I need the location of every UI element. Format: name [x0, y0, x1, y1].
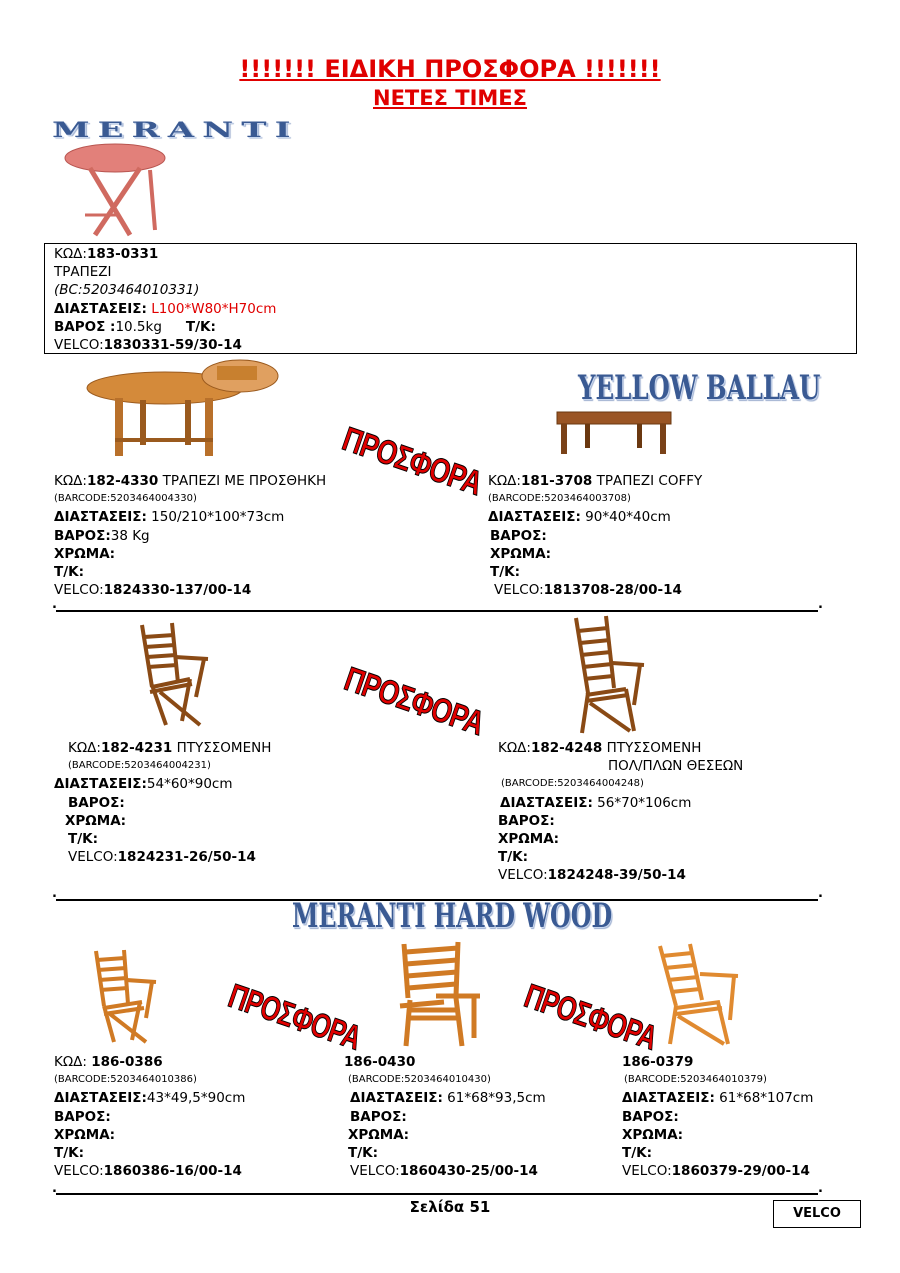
dimensions-value: 90*40*40cm: [580, 509, 671, 526]
dimensions-value: 61*68*93,5cm: [442, 1090, 546, 1107]
velco-code: 1824231-26/50-14: [117, 849, 256, 866]
color-label: ΧΡΩΜΑ:: [490, 545, 552, 562]
code-label: ΚΩΔ:: [54, 473, 87, 489]
weight-label: ΒΑΡΟΣ :: [54, 318, 116, 335]
tk-label: Τ/Κ:: [54, 1145, 84, 1162]
offer-stamp: ΠΡΟΣΦΟΡΑ: [339, 660, 489, 743]
multi-position-chair-image: [568, 613, 650, 738]
dimensions-label: ΔΙΑΣΤΑΣΕΙΣ:: [350, 1090, 443, 1107]
dimensions-value: 43*49,5*90cm: [146, 1090, 246, 1107]
product-1824248-details: [498, 739, 743, 885]
velco-label: VELCO:: [54, 337, 104, 354]
weight-value: 38 Kg: [110, 527, 150, 544]
velco-label: VELCO:: [494, 582, 544, 599]
product-1813708-details: [488, 472, 702, 599]
code-label: ΚΩΔ:: [54, 1054, 92, 1070]
color-label: ΧΡΩΜΑ:: [622, 1126, 684, 1143]
velco-label: VELCO:: [498, 867, 548, 884]
dimensions-label: ΔΙΑΣΤΑΣΕΙΣ:: [488, 509, 581, 526]
separator-dot: .: [818, 886, 823, 901]
weight-value: 10.5kg: [115, 318, 162, 335]
dimensions-label: ΔΙΑΣΤΑΣΕΙΣ:: [54, 509, 147, 526]
tk-label: Τ/Κ:: [498, 849, 528, 866]
code-label: ΚΩΔ:: [54, 246, 87, 262]
code-label: ΚΩΔ:: [68, 740, 101, 756]
product-name-line2: ΠΟΛ/ΠΛΩΝ ΘΕΣΕΩΝ: [608, 758, 744, 775]
yellow-ballau-logo: YELLOW BALLAU: [578, 368, 821, 408]
dimensions-value: 150/210*100*73cm: [146, 509, 285, 526]
velco-code: 1813708-28/00-14: [543, 582, 682, 599]
barcode: (BC:5203464010331): [54, 282, 200, 299]
tk-label: Τ/Κ:: [348, 1145, 378, 1162]
product-code: 182-4330: [86, 473, 159, 489]
coffee-table-image: [555, 408, 673, 456]
round-table-image: [60, 140, 170, 240]
folding-chair-image: [88, 946, 160, 1046]
armchair-image: [396, 938, 484, 1050]
velco-label: VELCO:: [54, 1163, 104, 1180]
velco-code: 1860379-29/00-14: [671, 1163, 810, 1180]
weight-label: ΒΑΡΟΣ:: [490, 527, 547, 544]
velco-code: 1824330-137/00-14: [103, 582, 252, 599]
product-1860386-details: [54, 1053, 245, 1180]
barcode: (BARCODE:5203464003708): [488, 493, 631, 505]
tk-label: Τ/Κ:: [490, 564, 520, 581]
velco-label: VELCO:: [54, 582, 104, 599]
separator-dot: .: [52, 597, 57, 612]
dimensions-value: 54*60*90cm: [146, 776, 233, 793]
product-code: 186-0386: [91, 1054, 163, 1070]
dimensions-label: ΔΙΑΣΤΑΣΕΙΣ:: [54, 1090, 147, 1107]
color-label: ΧΡΩΜΑ:: [54, 1126, 116, 1143]
color-label: ΧΡΩΜΑ:: [348, 1126, 410, 1143]
product-code: 182-4248: [530, 740, 603, 756]
color-label: ΧΡΩΜΑ:: [498, 831, 560, 848]
separator-dot: .: [52, 1181, 57, 1196]
product-code: 183-0331: [86, 246, 159, 262]
tk-label: Τ/Κ:: [185, 318, 216, 335]
velco-code: 1830331-59/30-14: [103, 337, 242, 354]
weight-label: ΒΑΡΟΣ:: [498, 812, 555, 829]
weight-label: ΒΑΡΟΣ:: [54, 1108, 111, 1125]
code-label: ΚΩΔ:: [488, 473, 521, 489]
dimensions-value: 61*68*107cm: [714, 1090, 814, 1107]
page-subtitle: ΝΕΤΕΣ ΤΙΜΕΣ: [373, 86, 527, 110]
velco-code: 1824248-39/50-14: [547, 867, 686, 884]
product-1824231-details: [54, 739, 272, 866]
velco-label: VELCO:: [68, 849, 118, 866]
color-label: ΧΡΩΜΑ:: [54, 545, 116, 562]
barcode: (BARCODE:5203464004231): [68, 760, 211, 772]
tk-label: Τ/Κ:: [54, 564, 84, 581]
multi-position-chair-image: [654, 940, 746, 1050]
page-number: Σελίδα 51: [409, 1198, 491, 1216]
barcode: (BARCODE:5203464004248): [501, 778, 644, 790]
product-name: ΤΡΑΠΕΖΙ ΜΕ ΠΡΟΣΘΗΚΗ: [158, 473, 327, 489]
barcode: (BARCODE:5203464010386): [54, 1074, 197, 1086]
product-code: 182-4231: [100, 740, 173, 756]
velco-label: VELCO:: [622, 1163, 672, 1180]
velco-label: VELCO:: [350, 1163, 400, 1180]
product-name: ΤΡΑΠΕΖΙ: [54, 264, 112, 281]
weight-label: ΒΑΡΟΣ:: [350, 1108, 407, 1125]
dimensions-label: ΔΙΑΣΤΑΣΕΙΣ:: [54, 776, 147, 793]
product-1860379-details: [622, 1053, 813, 1180]
code-label: ΚΩΔ:: [498, 740, 531, 756]
product-code: 186-0430: [344, 1054, 416, 1070]
velco-code: 1860386-16/00-14: [103, 1163, 242, 1180]
barcode: (BARCODE:5203464010430): [348, 1074, 491, 1086]
offer-stamp: ΠΡΟΣΦΟΡΑ: [223, 977, 366, 1058]
product-code: 186-0379: [622, 1054, 694, 1070]
page-title: !!!!!!! ΕΙΔΙΚΗ ΠΡΟΣΦΟΡΑ !!!!!!!: [239, 55, 661, 83]
dimensions-label: ΔΙΑΣΤΑΣΕΙΣ:: [54, 300, 147, 317]
dimensions-label: ΔΙΑΣΤΑΣΕΙΣ:: [500, 794, 593, 811]
meranti-hard-wood-logo: MERANTI HARD WOOD: [292, 896, 613, 936]
weight-label: ΒΑΡΟΣ:: [622, 1108, 679, 1125]
product-1824330-details: [54, 472, 326, 599]
velco-footer-badge: VELCO: [773, 1200, 861, 1228]
separator-line: [56, 1193, 818, 1195]
dimensions-value: 56*70*106cm: [592, 794, 692, 811]
product-code: 181-3708: [520, 473, 593, 489]
folding-chair-image: [130, 617, 215, 729]
offer-stamp: ΠΡΟΣΦΟΡΑ: [337, 420, 487, 503]
separator-dot: .: [818, 597, 823, 612]
product-name: ΤΡΑΠΕΖΙ COFFY: [592, 473, 703, 489]
offer-stamp: ΠΡΟΣΦΟΡΑ: [519, 977, 662, 1058]
barcode: (BARCODE:5203464010379): [624, 1074, 767, 1086]
product-name: ΠΤΥΣΣΟΜΕΝΗ: [602, 740, 702, 756]
meranti-logo: MERANTI: [52, 118, 299, 143]
velco-code: 1860430-25/00-14: [399, 1163, 538, 1180]
separator-dot: .: [52, 886, 57, 901]
product-1830331-details: [54, 245, 276, 354]
separator-dot: .: [818, 1181, 823, 1196]
weight-label: ΒΑΡΟΣ:: [54, 527, 111, 544]
product-1860430-details: [344, 1053, 546, 1180]
dimensions-value: L100*W80*H70cm: [151, 300, 277, 317]
tk-label: Τ/Κ:: [622, 1145, 652, 1162]
product-name: ΠΤΥΣΣΟΜΕΝΗ: [172, 740, 272, 756]
weight-label: ΒΑΡΟΣ:: [68, 794, 125, 811]
separator-line: [56, 610, 818, 612]
color-label: ΧΡΩΜΑ:: [65, 812, 127, 829]
tk-label: Τ/Κ:: [68, 831, 98, 848]
extension-table-image: [85, 358, 280, 460]
barcode: (BARCODE:5203464004330): [54, 493, 197, 505]
dimensions-label: ΔΙΑΣΤΑΣΕΙΣ:: [622, 1090, 715, 1107]
